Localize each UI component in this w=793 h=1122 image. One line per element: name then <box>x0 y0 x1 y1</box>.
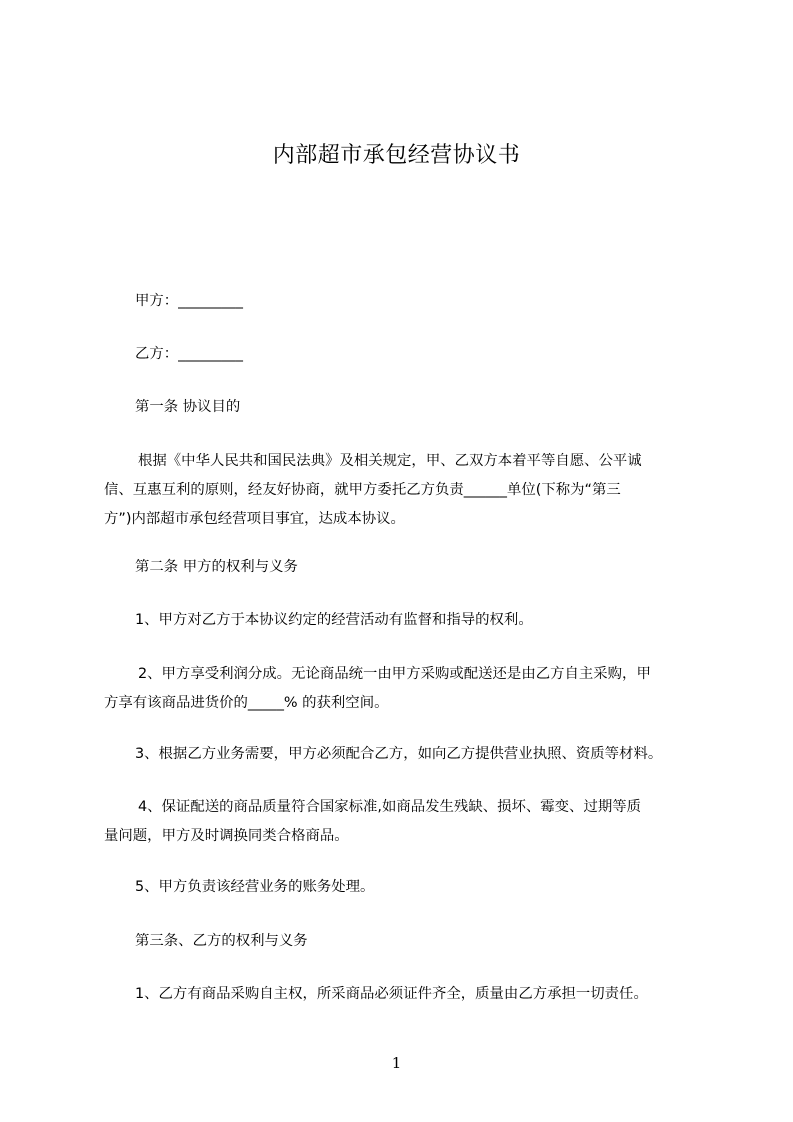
article-1-body-line: 方”)内部超市承包经营项目事宜，达成本协议。 <box>104 511 405 527</box>
article-2-item-line: 5、甲方负责该经营业务的账务处理。 <box>135 879 375 895</box>
party-b-line: 乙方：_________ <box>135 346 243 362</box>
article-3-heading: 第三条、乙方的权利与义务 <box>135 933 308 949</box>
article-1-body <box>104 447 716 534</box>
page-number: 1 <box>391 1054 402 1072</box>
article-2-item-line: 量问题，甲方及时调换同类合格商品。 <box>104 828 349 844</box>
article-2-item-1 <box>104 606 716 635</box>
article-2-item-line: 4、保证配送的商品质量符合国家标准,如商品发生残缺、损坏、霉变、过期等质 <box>138 799 642 815</box>
article-2-item-3 <box>104 740 716 769</box>
article-1-body-line: 根据《中华人民共和国民法典》及相关规定，甲、乙双方本着平等自愿、公平诚 <box>138 453 642 469</box>
article-2-heading: 第二条 甲方的权利与义务 <box>135 559 298 575</box>
article-2-item-5 <box>104 873 716 902</box>
article-3-item-line: 1、乙方有商品采购自主权，所采商品必须证件齐全，质量由乙方承担一切责任。 <box>135 986 648 1002</box>
article-2-item-line: 1、甲方对乙方于本协议约定的经营活动有监督和指导的权利。 <box>135 612 533 628</box>
document-title: 内部超市承包经营协议书 <box>272 143 521 168</box>
article-2-item-line: 方享有该商品进货价的_____% 的获利空间。 <box>104 695 389 711</box>
article-1-body-line: 信、互惠互利的原则，经友好协商，就甲方委托乙方负责______单位(下称为“第三 <box>104 482 621 498</box>
article-2-item-line: 3、根据乙方业务需要，甲方必须配合乙方，如向乙方提供营业执照、资质等材料。 <box>135 746 663 762</box>
article-2-item-2 <box>104 660 716 718</box>
party-a-line: 甲方：_________ <box>135 293 243 309</box>
article-1-heading: 第一条 协议目的 <box>135 399 241 415</box>
article-2-item-line: 2、甲方享受利润分成。无论商品统一由甲方采购或配送还是由乙方自主采购，甲 <box>138 666 651 682</box>
article-3-item-1 <box>104 980 716 1009</box>
article-2-item-4 <box>104 793 716 851</box>
